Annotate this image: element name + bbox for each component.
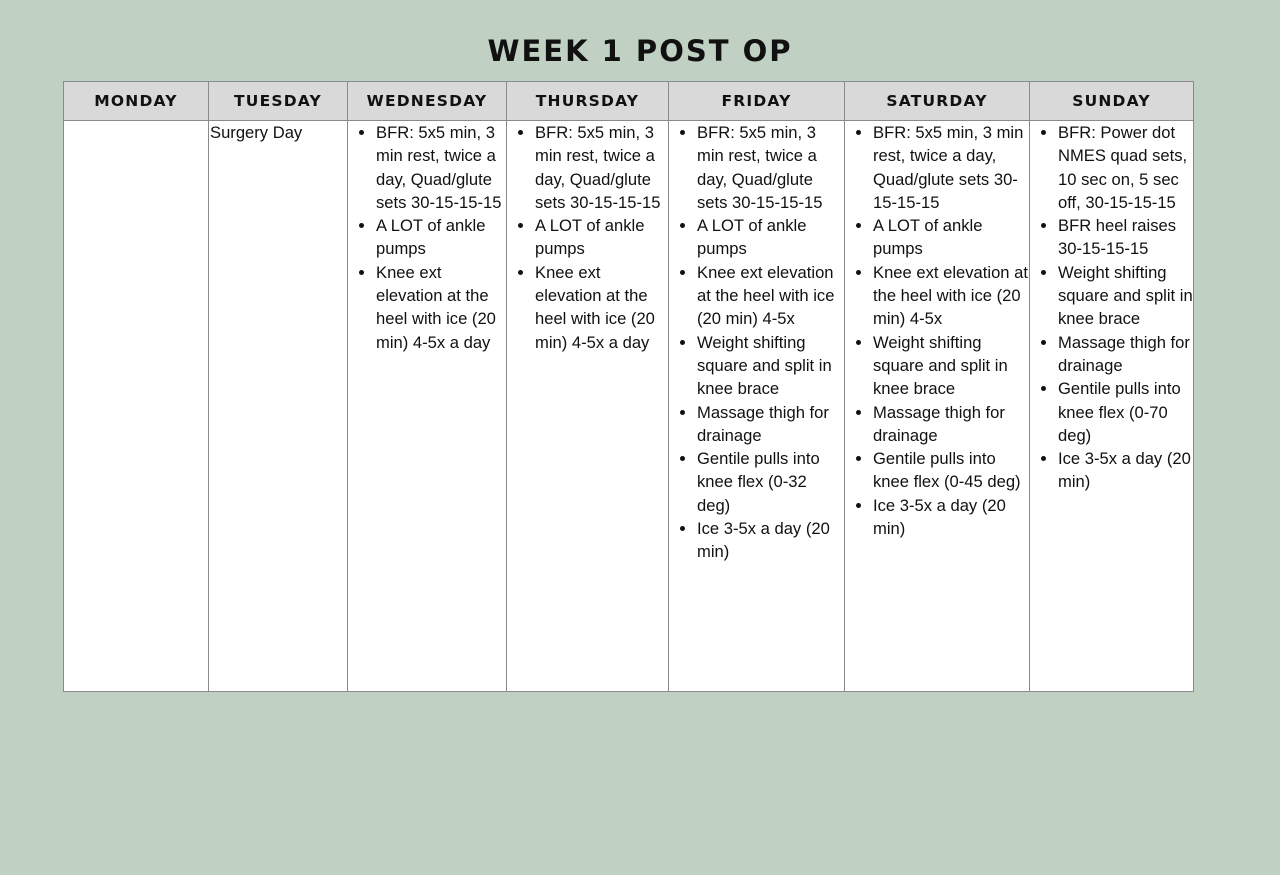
- list-item: • Knee ext elevation at the heel with ice (20 min) 4-5x a day: [535, 261, 668, 354]
- list-item: • Massage thigh for drainage: [697, 401, 844, 448]
- header-saturday: SATURDAY: [845, 82, 1030, 121]
- sunday-exercise-list: [1030, 121, 1193, 494]
- header-sunday: SUNDAY: [1030, 82, 1194, 121]
- list-item: • Gentile pulls into knee flex (0-70 deg): [1058, 377, 1193, 447]
- header-monday: MONDAY: [64, 82, 209, 121]
- header-tuesday: TUESDAY: [209, 82, 348, 121]
- list-item: • A LOT of ankle pumps: [697, 214, 844, 261]
- list-item: • Knee ext elevation at the heel with ice (20 min) 4-5x a day: [376, 261, 506, 354]
- cell-thursday: [507, 121, 669, 692]
- list-item: • Massage thigh for drainage: [1058, 331, 1193, 378]
- list-item: • Gentile pulls into knee flex (0-45 deg): [873, 447, 1029, 494]
- list-item: • BFR: 5x5 min, 3 min rest, twice a day, Quad/glute sets 30-15-15-15: [376, 121, 506, 214]
- list-item: • BFR: 5x5 min, 3 min rest, twice a day, Quad/glute sets 30-15-15-15: [697, 121, 844, 214]
- schedule-row: [64, 121, 1194, 692]
- list-item: • Weight shifting square and split in knee brace: [1058, 261, 1193, 331]
- header-row: [64, 82, 1194, 121]
- list-item: • Knee ext elevation at the heel with ice (20 min) 4-5x: [697, 261, 844, 331]
- header-thursday: THURSDAY: [507, 82, 669, 121]
- list-item: • BFR: Power dot NMES quad sets, 10 sec on, 5 sec off, 30-15-15-15: [1058, 121, 1193, 214]
- thursday-exercise-list: [507, 121, 668, 354]
- list-item: • Weight shifting square and split in knee brace: [873, 331, 1029, 401]
- list-item: • Ice 3-5x a day (20 min): [1058, 447, 1193, 494]
- list-item: • Gentile pulls into knee flex (0-32 deg): [697, 447, 844, 517]
- saturday-exercise-list: [845, 121, 1029, 540]
- list-item: • Ice 3-5x a day (20 min): [697, 517, 844, 564]
- cell-saturday: [845, 121, 1030, 692]
- cell-sunday: [1030, 121, 1194, 692]
- list-item: • BFR heel raises 30-15-15-15: [1058, 214, 1193, 261]
- cell-monday: [64, 121, 209, 692]
- list-item: • BFR: 5x5 min, 3 min rest, twice a day, Quad/glute sets 30-15-15-15: [535, 121, 668, 214]
- list-item: • Ice 3-5x a day (20 min): [873, 494, 1029, 541]
- list-item: • A LOT of ankle pumps: [376, 214, 506, 261]
- header-friday: FRIDAY: [669, 82, 845, 121]
- list-item: • Weight shifting square and split in knee brace: [697, 331, 844, 401]
- page-title: WEEK 1 POST OP: [487, 34, 793, 68]
- cell-wednesday: [348, 121, 507, 692]
- header-wednesday: WEDNESDAY: [348, 82, 507, 121]
- cell-friday: [669, 121, 845, 692]
- list-item: • A LOT of ankle pumps: [535, 214, 668, 261]
- friday-exercise-list: [669, 121, 844, 564]
- list-item: • Knee ext elevation at the heel with ice (20 min) 4-5x: [873, 261, 1029, 331]
- list-item: • BFR: 5x5 min, 3 min rest, twice a day, Quad/glute sets 30-15-15-15: [873, 121, 1029, 214]
- surgery-day-note: Surgery Day: [210, 123, 303, 142]
- list-item: • Massage thigh for drainage: [873, 401, 1029, 448]
- wednesday-exercise-list: [348, 121, 506, 354]
- list-item: • A LOT of ankle pumps: [873, 214, 1029, 261]
- cell-tuesday: [209, 121, 348, 692]
- weekly-schedule-table: [63, 81, 1194, 692]
